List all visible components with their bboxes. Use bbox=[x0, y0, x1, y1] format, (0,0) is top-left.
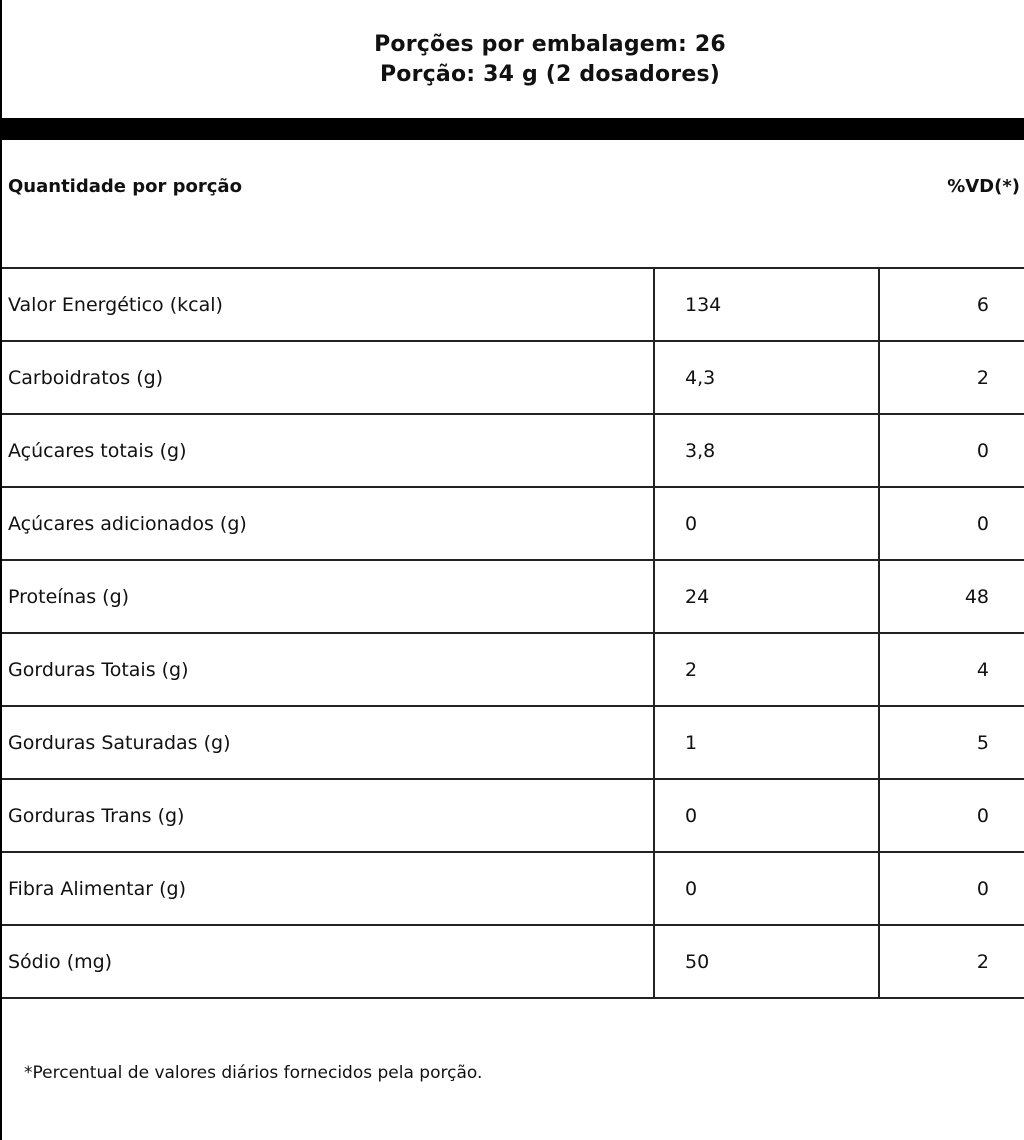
nutrient-daily-value: 2 bbox=[879, 925, 1024, 998]
servings-per-package: Porções por embalagem: 26 bbox=[374, 32, 726, 57]
nutrient-name: Fibra Alimentar (g) bbox=[2, 852, 654, 925]
nutrient-name: Sódio (mg) bbox=[2, 925, 654, 998]
nutrient-amount: 134 bbox=[654, 268, 879, 341]
nutrition-table bbox=[2, 267, 1024, 999]
nutrient-amount: 0 bbox=[654, 852, 879, 925]
nutrient-daily-value: 0 bbox=[879, 852, 1024, 925]
nutrient-name: Carboidratos (g) bbox=[2, 341, 654, 414]
nutrient-amount: 2 bbox=[654, 633, 879, 706]
nutrient-daily-value: 4 bbox=[879, 633, 1024, 706]
nutrient-name: Valor Energético (kcal) bbox=[2, 268, 654, 341]
daily-value-label: %VD(*) bbox=[947, 176, 1020, 197]
table-header bbox=[2, 140, 1024, 267]
nutrient-name: Açúcares totais (g) bbox=[2, 414, 654, 487]
nutrient-daily-value: 48 bbox=[879, 560, 1024, 633]
nutrient-amount: 0 bbox=[654, 487, 879, 560]
table-row bbox=[2, 560, 1024, 633]
nutrient-name: Gorduras Trans (g) bbox=[2, 779, 654, 852]
nutrient-amount: 1 bbox=[654, 706, 879, 779]
nutrient-daily-value: 0 bbox=[879, 414, 1024, 487]
nutrient-daily-value: 0 bbox=[879, 487, 1024, 560]
table-row bbox=[2, 925, 1024, 998]
amount-per-serving-label: Quantidade por porção bbox=[8, 176, 242, 197]
nutrient-amount: 3,8 bbox=[654, 414, 879, 487]
serving-info bbox=[2, 30, 1024, 90]
nutrient-name: Açúcares adicionados (g) bbox=[2, 487, 654, 560]
nutrient-amount: 0 bbox=[654, 779, 879, 852]
nutrient-amount: 50 bbox=[654, 925, 879, 998]
footnote: *Percentual de valores diários fornecidos pela porção. bbox=[24, 1063, 483, 1083]
table-row bbox=[2, 268, 1024, 341]
table-row bbox=[2, 706, 1024, 779]
nutrient-daily-value: 5 bbox=[879, 706, 1024, 779]
serving-size: Porção: 34 g (2 dosadores) bbox=[379, 62, 721, 87]
nutrient-name: Proteínas (g) bbox=[2, 560, 654, 633]
nutrient-amount: 4,3 bbox=[654, 341, 879, 414]
nutrient-name: Gorduras Totais (g) bbox=[2, 633, 654, 706]
nutrient-daily-value: 2 bbox=[879, 341, 1024, 414]
table-row bbox=[2, 341, 1024, 414]
table-row bbox=[2, 487, 1024, 560]
nutrient-amount: 24 bbox=[654, 560, 879, 633]
table-row bbox=[2, 414, 1024, 487]
table-row bbox=[2, 633, 1024, 706]
nutrient-name: Gorduras Saturadas (g) bbox=[2, 706, 654, 779]
nutrient-daily-value: 6 bbox=[879, 268, 1024, 341]
nutrient-daily-value: 0 bbox=[879, 779, 1024, 852]
table-row bbox=[2, 852, 1024, 925]
thick-divider bbox=[2, 118, 1024, 140]
table-row bbox=[2, 779, 1024, 852]
